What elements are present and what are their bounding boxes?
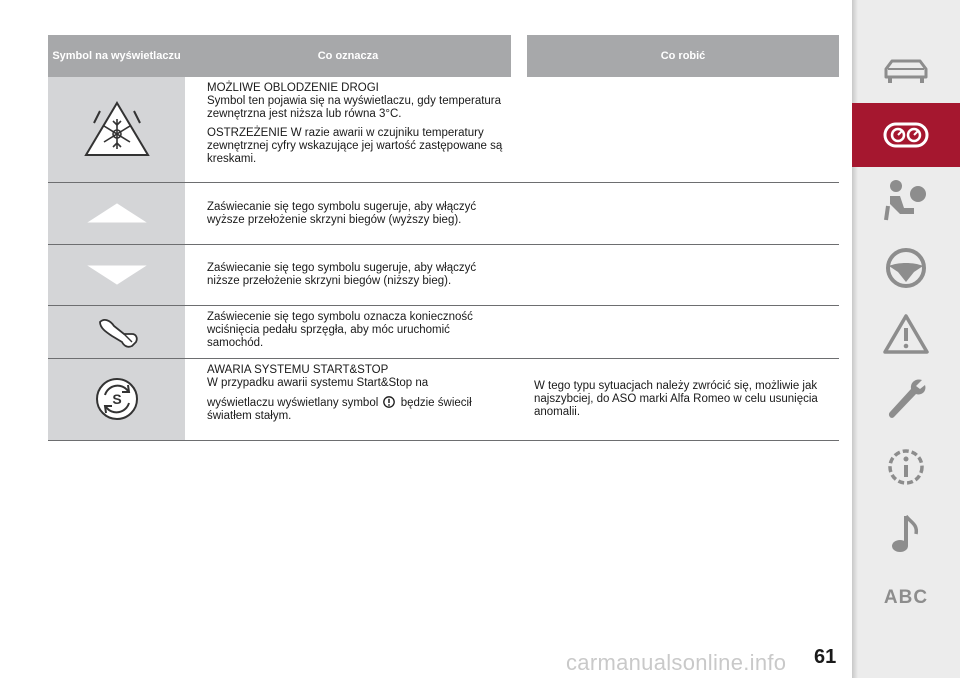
table-row	[48, 182, 839, 244]
header-symbol: Symbol na wyświetlaczu	[48, 35, 185, 77]
dashboard-icon	[882, 121, 930, 149]
sidebar-item-info[interactable]	[852, 435, 960, 499]
action-cell	[527, 244, 839, 305]
sidebar-item-warning[interactable]	[852, 302, 960, 366]
warning-icon	[882, 313, 930, 355]
sidebar-item-service[interactable]	[852, 368, 960, 432]
table-row	[48, 77, 839, 182]
sidebar-item-steering[interactable]	[852, 236, 960, 300]
steering-wheel-icon	[884, 246, 928, 290]
sidebar-item-car[interactable]	[852, 38, 960, 102]
action-cell: W tego typu sytuacjach należy zwrócić się, możliwie jak najszybciej, do ASO marki Alfa Romeo w celu usunięcia anomalii.	[527, 358, 839, 440]
table-row	[48, 358, 839, 440]
sidebar-item-dashboard[interactable]	[852, 103, 960, 167]
meaning-cell	[185, 182, 511, 244]
start-stop-line1: W przypadku awarii systemu Start&Stop na	[207, 376, 429, 389]
airbag-icon	[882, 178, 930, 222]
svg-text:S: S	[111, 391, 122, 407]
start-stop-line2-after: będzie świecił światłem stałym.	[207, 396, 472, 422]
table-header-row	[48, 35, 839, 77]
header-action: Co robić	[527, 35, 839, 77]
abc-index-label: ABC	[883, 587, 929, 608]
start-stop-line2-before: wyświetlaczu wyświetlany symbol	[207, 396, 379, 409]
sidebar-item-airbag[interactable]	[852, 168, 960, 232]
ice-warning-icon	[82, 99, 152, 159]
symbol-cell	[48, 358, 185, 440]
symbol-cell	[48, 182, 185, 244]
symbol-cell	[48, 77, 185, 182]
watermark: carmanualsonline.info	[566, 650, 787, 675]
ice-desc: Symbol ten pojawia się na wyświetlaczu, gdy temperatura zewnętrzna jest niższa lub równa 3°C.	[207, 95, 502, 120]
chapter-sidebar	[852, 0, 960, 678]
symbol-cell	[48, 244, 185, 305]
clutch-desc: Zaświecenie się tego symbolu oznacza konieczność wciśnięcia pedału sprzęgła, aby móc uruchomić samochód.	[207, 310, 473, 349]
clutch-pedal-icon	[92, 312, 142, 352]
start-stop-inline-icon	[383, 396, 395, 408]
table-row	[48, 305, 839, 358]
header-gap	[511, 35, 527, 77]
start-stop-failure-icon	[95, 377, 139, 421]
meaning-cell	[185, 77, 511, 182]
shift-down-icon	[87, 263, 147, 287]
sidebar-item-index[interactable]	[852, 566, 960, 630]
action-cell	[527, 77, 839, 182]
shift-down-desc: Zaświecanie się tego symbolu sugeruje, aby włączyć niższe przełożenie skrzyni biegów (niższy bieg).	[207, 262, 477, 287]
car-icon	[882, 55, 930, 85]
header-meaning: Co oznacza	[185, 35, 511, 77]
music-icon	[888, 512, 924, 556]
action-cell	[527, 305, 839, 358]
sidebar-item-audio[interactable]	[852, 502, 960, 566]
warning-symbols-table	[48, 35, 839, 441]
meaning-cell	[185, 244, 511, 305]
shift-up-desc: Zaświecanie się tego symbolu sugeruje, aby włączyć wyższe przełożenie skrzyni biegów (wyższy bieg).	[207, 200, 477, 226]
page-number: 61	[814, 646, 837, 668]
shift-up-icon	[87, 201, 147, 225]
info-icon	[882, 443, 930, 491]
action-cell	[527, 182, 839, 244]
table-row	[48, 244, 839, 305]
start-stop-title: AWARIA SYSTEMU START&STOP	[207, 363, 389, 376]
wrench-icon	[884, 376, 928, 424]
symbol-cell	[48, 305, 185, 358]
ice-title: MOŻLIWE OBLODZENIE DROGI	[207, 82, 379, 94]
meaning-cell	[185, 305, 511, 358]
meaning-cell	[185, 358, 511, 440]
ice-warning-note: OSTRZEŻENIE W razie awarii w czujniku temperatury zewnętrznej cyfry wskazujące jej wartość zastępowane są kreskami.	[207, 127, 503, 165]
